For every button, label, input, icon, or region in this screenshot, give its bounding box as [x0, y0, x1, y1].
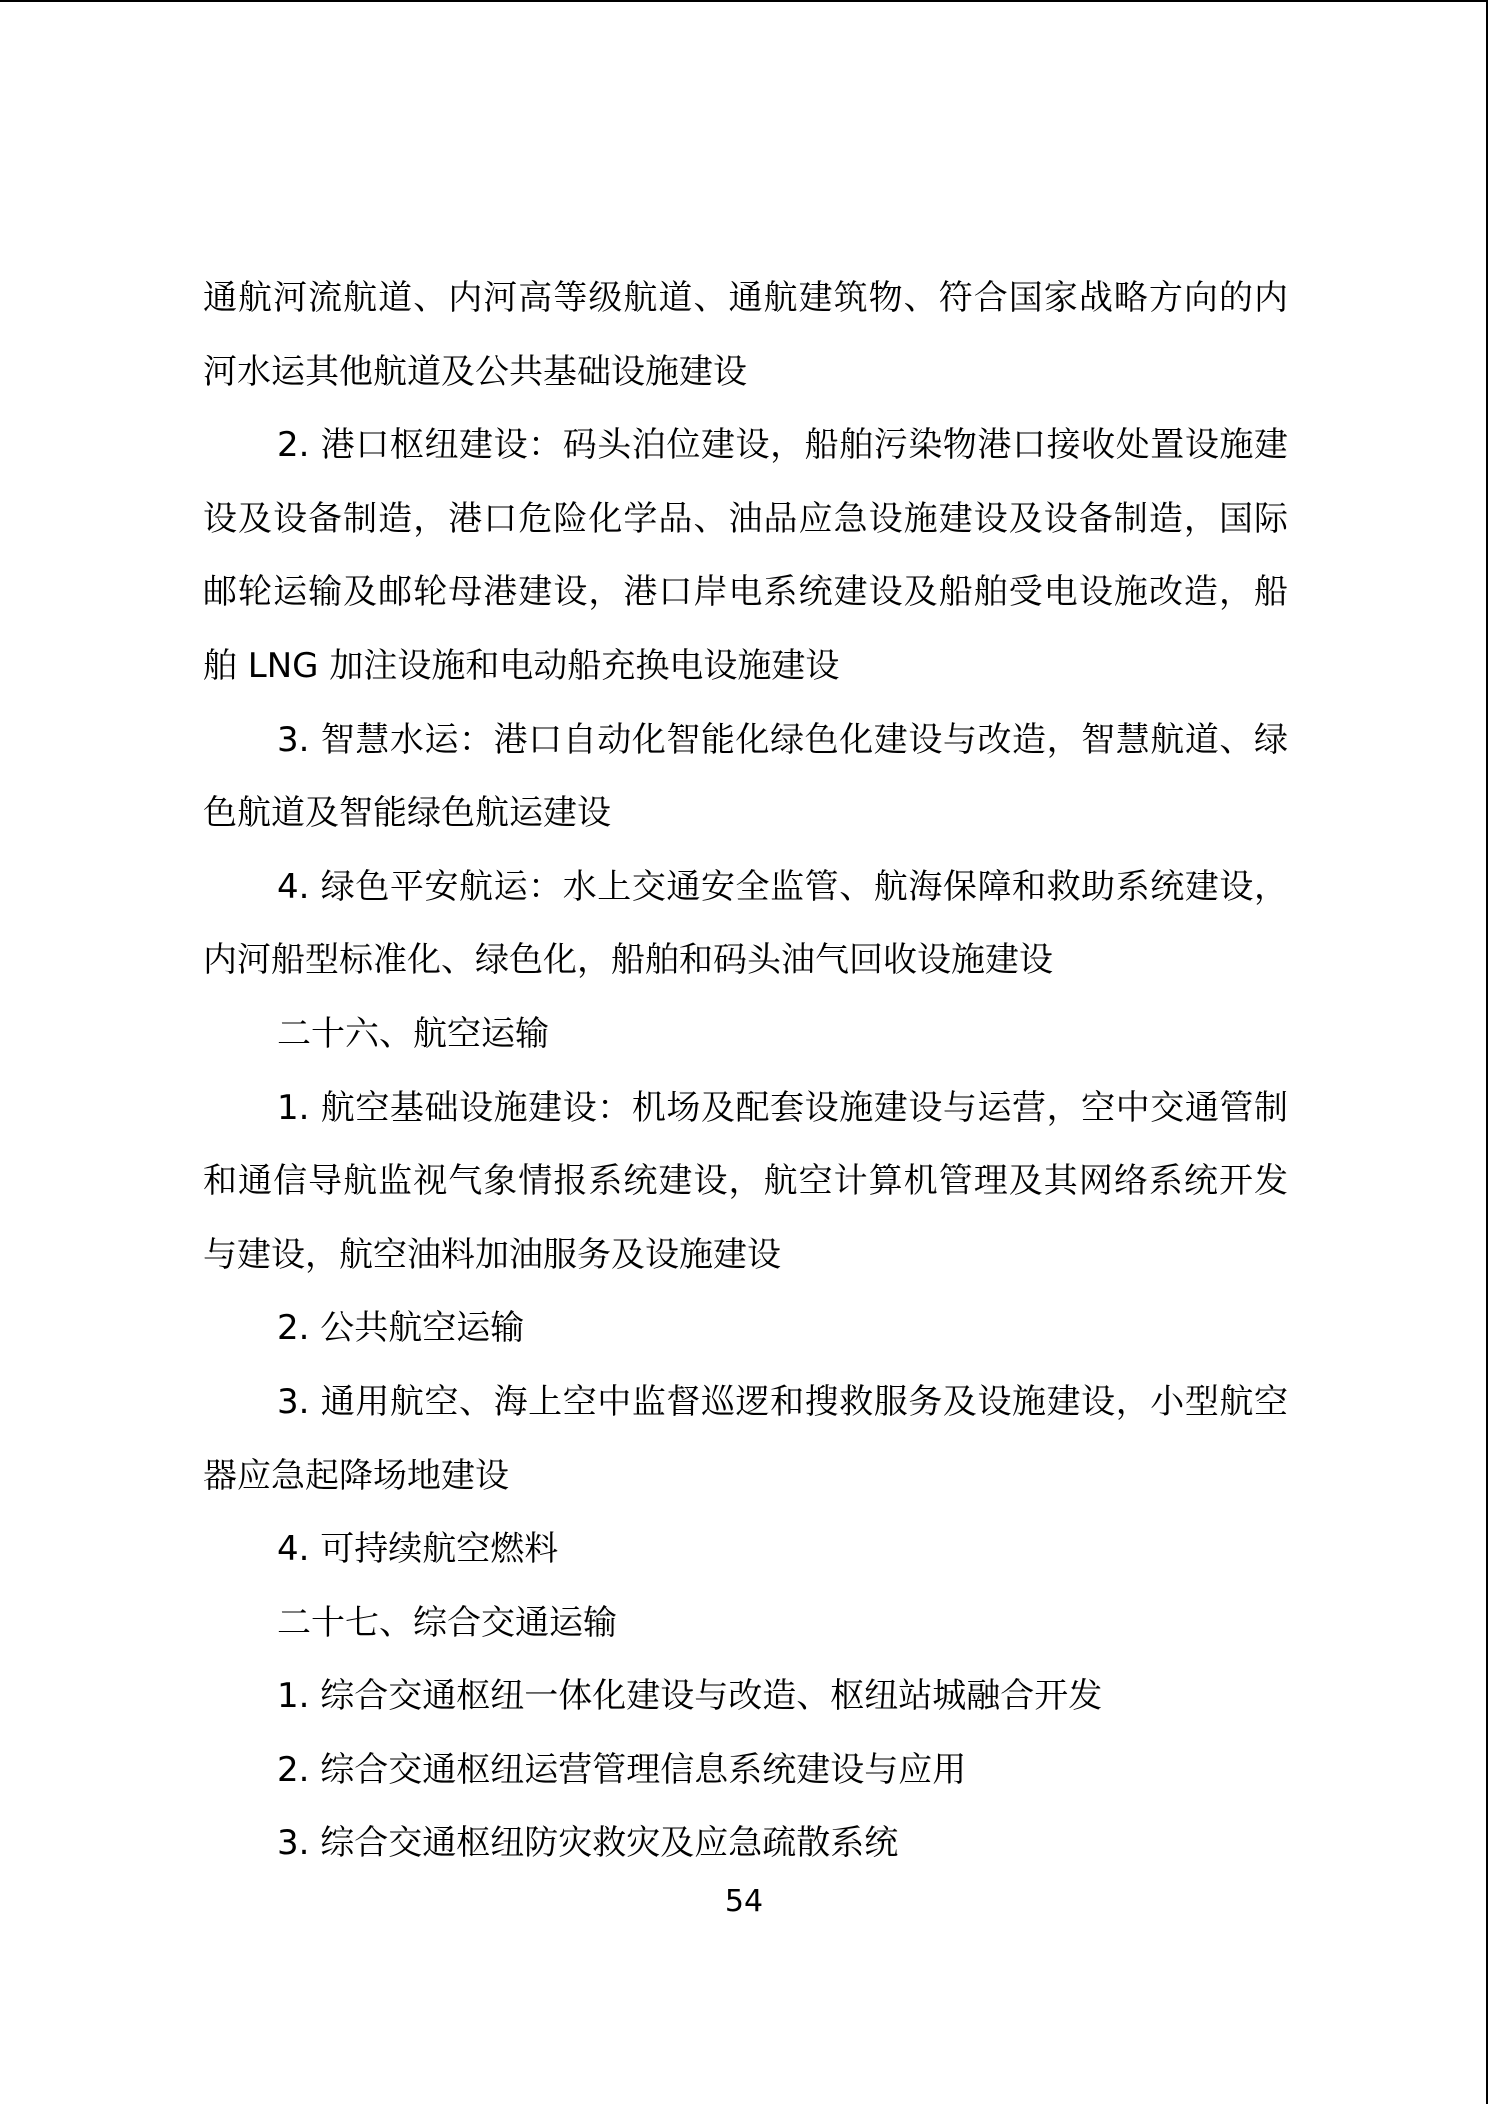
paragraph: 通航河流航道、内河高等级航道、通航建筑物、符合国家战略方向的内河水运其他航道及公共基础设施建设 — [203, 278, 1288, 392]
paragraph: 2. 公共航空运输 — [277, 1308, 525, 1349]
paragraph: 2. 综合交通枢纽运营管理信息系统建设与应用 — [277, 1749, 967, 1790]
page-number: 54 — [724, 1884, 764, 1919]
paragraph: 2. 港口枢纽建设：码头泊位建设，船舶污染物港口接收处置设施建设及设备制造，港口危险化学品、油品应急设施建设及设备制造，国际邮轮运输及邮轮母港建设，港口岸电系统建设及船舶受电设施改造，船舶 LNG 加注设施和电动船充换电设施建设 — [203, 425, 1288, 686]
section-heading: 二十七、综合交通运输 — [277, 1602, 617, 1643]
top-border-line — [0, 0, 1488, 2]
paragraph: 4. 绿色平安航运：水上交通安全监管、航海保障和救助系统建设，内河船型标准化、绿色化，船舶和码头油气回收设施建设 — [203, 866, 1288, 981]
document-body — [203, 262, 1288, 1881]
paragraph: 3. 智慧水运：港口自动化智能化绿色化建设与改造，智慧航道、绿色航道及智能绿色航运建设 — [203, 719, 1288, 834]
paragraph: 3. 通用航空、海上空中监督巡逻和搜救服务及设施建设，小型航空器应急起降场地建设 — [203, 1381, 1288, 1496]
paragraph: 4. 可持续航空燃料 — [277, 1529, 559, 1570]
paragraph: 1. 综合交通枢纽一体化建设与改造、枢纽站城融合开发 — [277, 1676, 1103, 1717]
paragraph: 3. 综合交通枢纽防灾救灾及应急疏散系统 — [277, 1823, 899, 1864]
section-heading: 二十六、航空运输 — [277, 1013, 549, 1054]
paragraph: 1. 航空基础设施建设：机场及配套设施建设与运营，空中交通管制和通信导航监视气象情报系统建设，航空计算机管理及其网络系统开发与建设，航空油料加油服务及设施建设 — [203, 1087, 1288, 1275]
